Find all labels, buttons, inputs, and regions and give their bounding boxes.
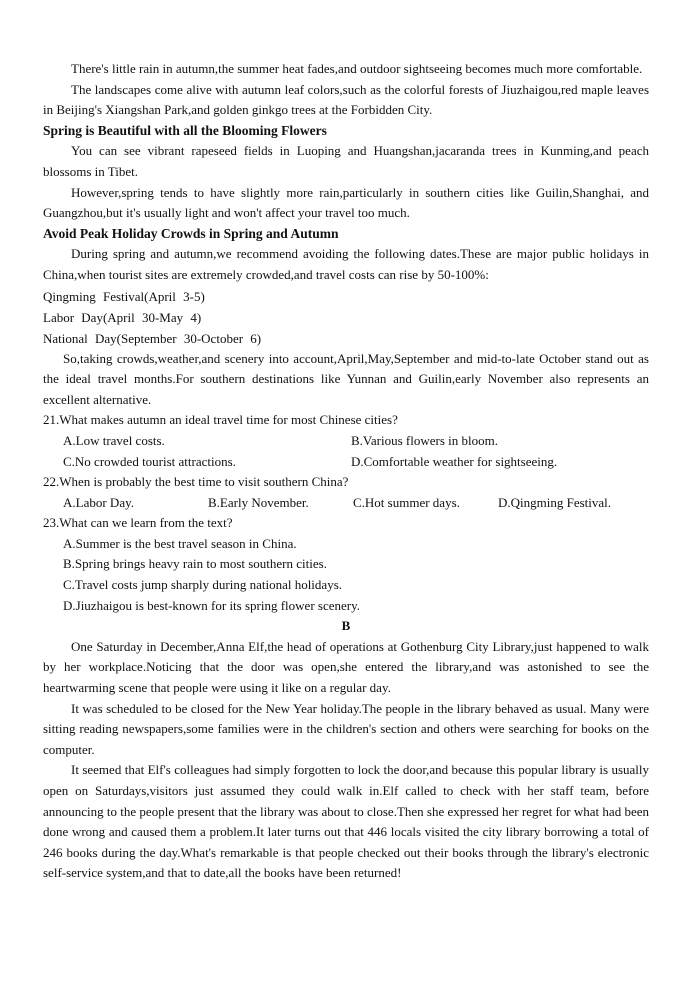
question-22-option-d: D.Qingming Festival.	[498, 494, 612, 510]
spring-paragraph-2: However,spring tends to have slightly more rain,particularly in southern cities like Guilin,Shanghai, and Guangzhou,but it's usually light and won't affect your travel too much.	[43, 184, 649, 221]
question-23-stem: 23.What can we learn from the text?	[43, 515, 233, 531]
question-21-option-a: A.Low travel costs.	[63, 432, 165, 448]
question-22-options	[43, 493, 649, 514]
spring-heading: Spring is Beautiful with all the Blooming Flowers	[43, 122, 327, 138]
section-b-label: B	[341, 618, 351, 634]
document-page	[43, 59, 649, 884]
question-22-option-c: C.Hot summer days.	[353, 494, 460, 510]
question-22-stem: 22.When is probably the best time to visit southern China?	[43, 474, 349, 490]
crowds-paragraph-1: During spring and autumn,we recommend avoiding the following dates.These are major public holidays in China,when tourist sites are extremely crowded,and travel costs can rise by 50-100%:	[43, 246, 649, 282]
crowds-paragraph-2: So,taking crowds,weather,and scenery into account,April,May,September and mid-to-late October stand out as the ideal travel months.For southern destinations like Yunnan and Guilin,early November also represents an excellent alternative.	[43, 350, 649, 407]
question-21-option-d: D.Comfortable weather for sightseeing.	[351, 453, 558, 469]
holiday-date-qingming: Qingming Festival(April 3-5)	[43, 288, 205, 304]
question-21-stem: 21.What makes autumn an ideal travel time for most Chinese cities?	[43, 412, 398, 428]
question-23-option-d: D.Jiuzhaigou is best-known for its spring flower scenery.	[63, 597, 361, 613]
question-23-option-b: B.Spring brings heavy rain to most southern cities.	[63, 556, 327, 572]
passage-b-paragraph-1: One Saturday in December,Anna Elf,the head of operations at Gothenburg City Library,just happened to walk by her workplace.Noticing that the door was open,she entered the library,and was astonished to see the heartwarming scene that people were using it like on a regular day.	[43, 638, 649, 696]
crowds-heading: Avoid Peak Holiday Crowds in Spring and Autumn	[43, 225, 339, 241]
passage-b-paragraph-3: It seemed that Elf's colleagues had simply forgotten to lock the door,and because this popular library is usually open on Saturdays,visitors just assumed they could walk in.Elf called to check with her staff team, before announcing to the people present that the library was about to close.Then she expressed her regret for what had been done wrong and caused them a problem.It later turns out that 446 locals visited the city library borrowing a total of 246 books during the day.What's remarkable is that people checked out their books through the library's electronic self-service system,and that to date,all the books have been returned!	[43, 762, 649, 881]
passage-b-paragraph-2: It was scheduled to be closed for the New Year holiday.The people in the library behaved as usual. Many were sitting reading newspapers,some families were in the children's section and others were searching for books on the computer.	[43, 700, 649, 757]
autumn-paragraph-1: There's little rain in autumn,the summer heat fades,and outdoor sightseeing becomes much more comfortable.	[71, 61, 643, 76]
spring-paragraph-1: You can see vibrant rapeseed fields in Luoping and Huangshan,jacaranda trees in Kunming,and peach blossoms in Tibet.	[43, 143, 649, 179]
holiday-date-national-day: National Day(September 30-October 6)	[43, 330, 262, 346]
question-23-option-a: A.Summer is the best travel season in China.	[63, 535, 297, 551]
question-22-option-b: B.Early November.	[208, 494, 309, 510]
question-21-options	[43, 431, 649, 472]
question-22-option-a: A.Labor Day.	[63, 494, 134, 510]
holiday-date-labor-day: Labor Day(April 30-May 4)	[43, 309, 202, 325]
question-23-options	[43, 534, 649, 616]
question-21-option-c: C.No crowded tourist attractions.	[63, 453, 236, 469]
autumn-paragraph-2: The landscapes come alive with autumn leaf colors,such as the colorful forests of Jiuzhaigou,red maple leaves in Beijing's Xiangshan Park,and golden ginkgo trees at the Forbidden City.	[43, 81, 649, 118]
question-23-option-c: C.Travel costs jump sharply during national holidays.	[63, 577, 342, 593]
question-21-option-b: B.Various flowers in bloom.	[351, 432, 498, 448]
